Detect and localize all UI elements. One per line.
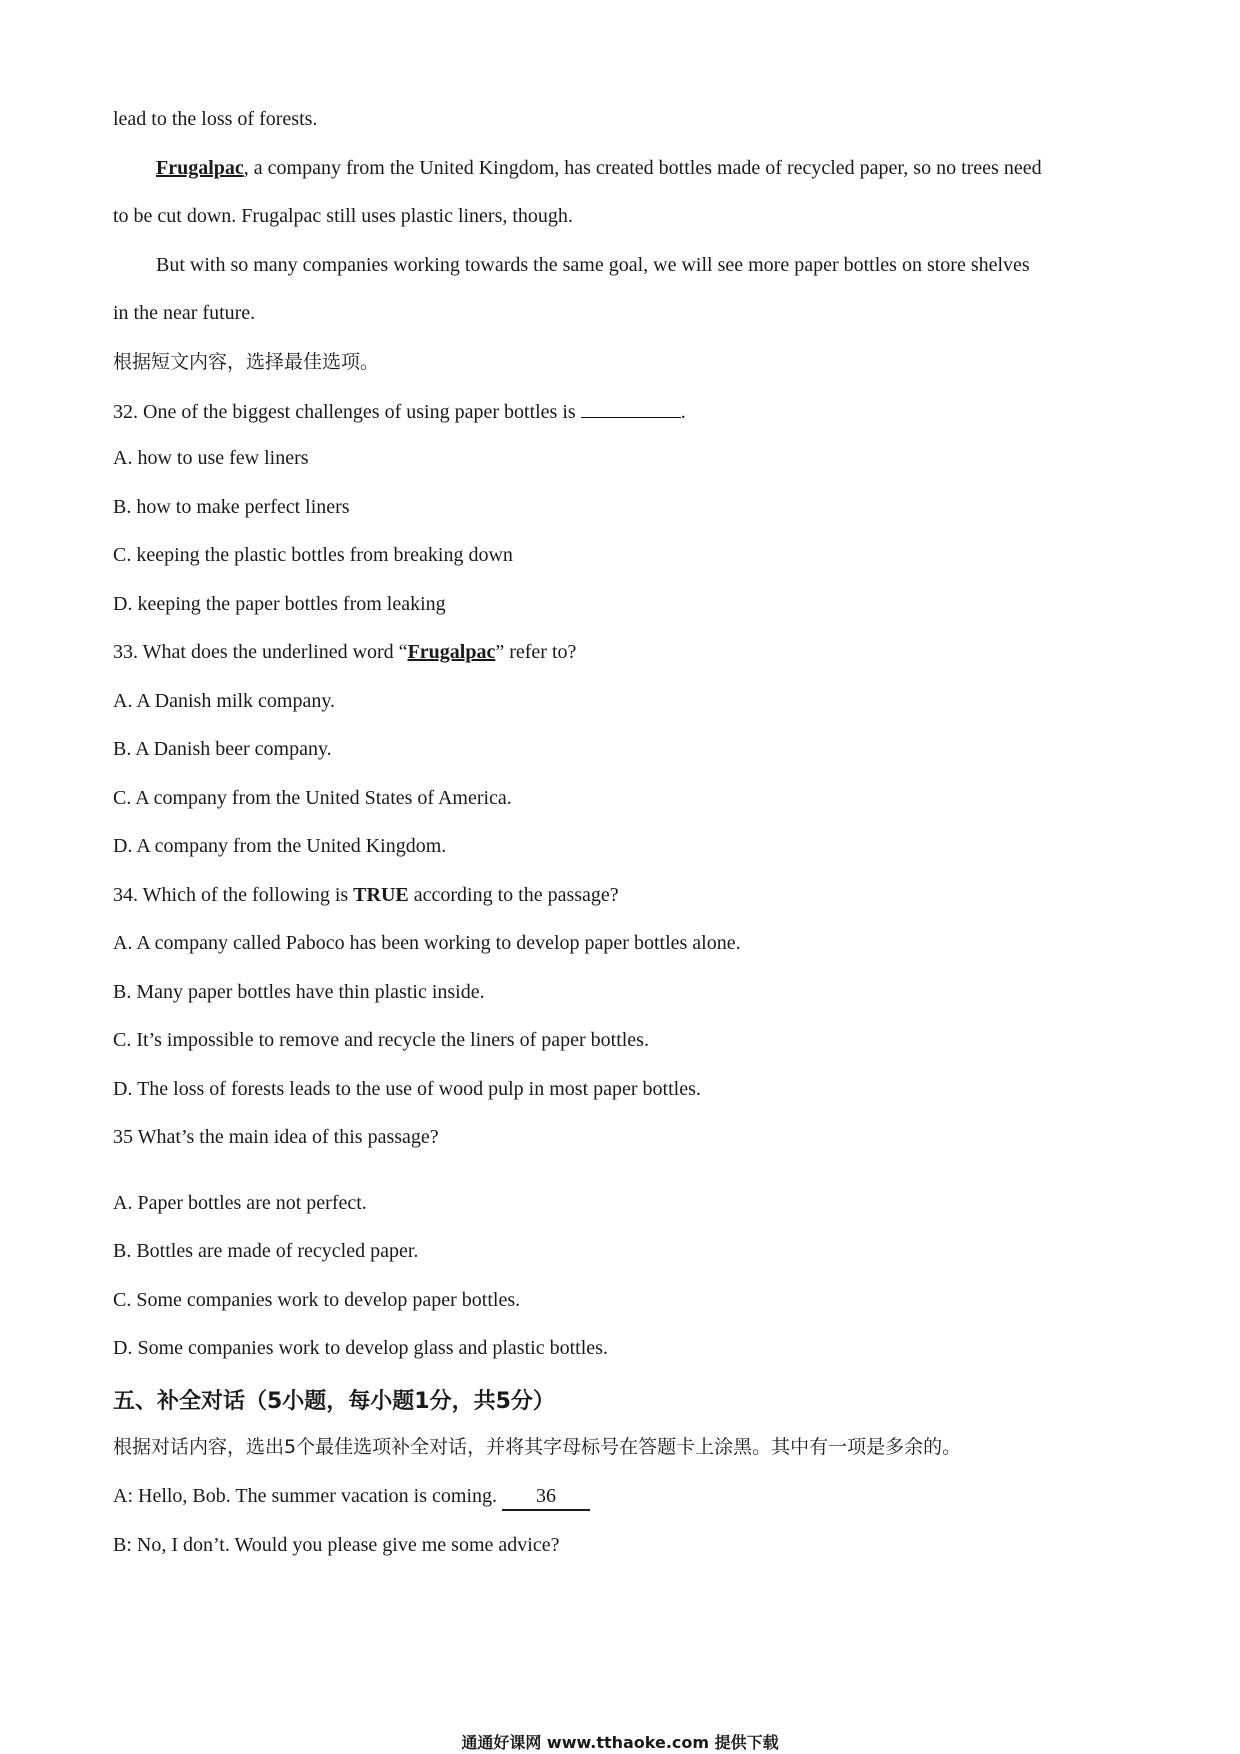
question-33 — [113, 639, 576, 665]
question-stem-end: according to the passage? — [408, 884, 619, 906]
dialogue-text: A: Hello, Bob. The summer vacation is coming. — [113, 1485, 503, 1507]
instruction: 根据短文内容，选择最佳选项。 — [113, 351, 380, 373]
question-stem: 32. One of the biggest challenges of using paper bottles is — [113, 401, 581, 423]
option: A. how to use few liners — [113, 447, 309, 469]
question-end: . — [680, 401, 686, 423]
option: C. keeping the plastic bottles from breaking down — [113, 544, 513, 566]
option: B. A Danish beer company. — [113, 738, 332, 760]
dialogue-line-a — [113, 1483, 590, 1511]
passage-line: to be cut down. Frugalpac still uses plastic liners, though. — [113, 205, 573, 227]
passage-text: , a company from the United Kingdom, has created bottles made of recycled paper, so no trees need — [243, 157, 1042, 179]
option: A. A company called Paboco has been working to develop paper bottles alone. — [113, 932, 741, 954]
passage-line: But with so many companies working towards the same goal, we will see more paper bottles on store shelves — [156, 254, 1030, 276]
answer-blank-36: 36 — [502, 1483, 590, 1511]
bold-word: TRUE — [353, 884, 409, 906]
option: B. Many paper bottles have thin plastic inside. — [113, 981, 485, 1003]
passage-paragraph-frugalpac — [156, 155, 1042, 181]
option: C. A company from the United States of America. — [113, 787, 512, 809]
passage-line: in the near future. — [113, 302, 256, 324]
footer: 通通好课网 www.tthaoke.com 提供下载 — [461, 1733, 779, 1752]
option: D. Some companies work to develop glass and plastic bottles. — [113, 1337, 608, 1359]
section-title: 五、补全对话（5小题，每小题1分，共5分） — [113, 1389, 555, 1414]
question-35: 35 What’s the main idea of this passage? — [113, 1126, 439, 1148]
question-stem: 33. What does the underlined word “ — [113, 641, 408, 663]
option: A. Paper bottles are not perfect. — [113, 1192, 367, 1214]
section-instruction: 根据对话内容，选出5个最佳选项补全对话，并将其字母标号在答题卡上涂黑。其中有一项是多余的。 — [113, 1436, 962, 1458]
underlined-word: Frugalpac — [407, 641, 496, 663]
option: D. keeping the paper bottles from leaking — [113, 593, 446, 615]
question-stem: 34. Which of the following is — [113, 884, 354, 906]
option: C. Some companies work to develop paper bottles. — [113, 1289, 521, 1311]
option: D. A company from the United Kingdom. — [113, 835, 447, 857]
option: A. A Danish milk company. — [113, 690, 336, 712]
answer-blank — [581, 397, 681, 418]
question-stem-end: ” refer to? — [495, 641, 577, 663]
option: C. It’s impossible to remove and recycle the liners of paper bottles. — [113, 1029, 649, 1051]
question-32 — [113, 397, 686, 425]
option: B. Bottles are made of recycled paper. — [113, 1240, 419, 1262]
frugalpac-underlined: Frugalpac — [156, 157, 244, 179]
option: B. how to make perfect liners — [113, 496, 350, 518]
passage-line: lead to the loss of forests. — [113, 108, 318, 130]
question-34 — [113, 882, 619, 908]
dialogue-line-b: B: No, I don’t. Would you please give me some advice? — [113, 1534, 560, 1556]
option: D. The loss of forests leads to the use of wood pulp in most paper bottles. — [113, 1078, 701, 1100]
